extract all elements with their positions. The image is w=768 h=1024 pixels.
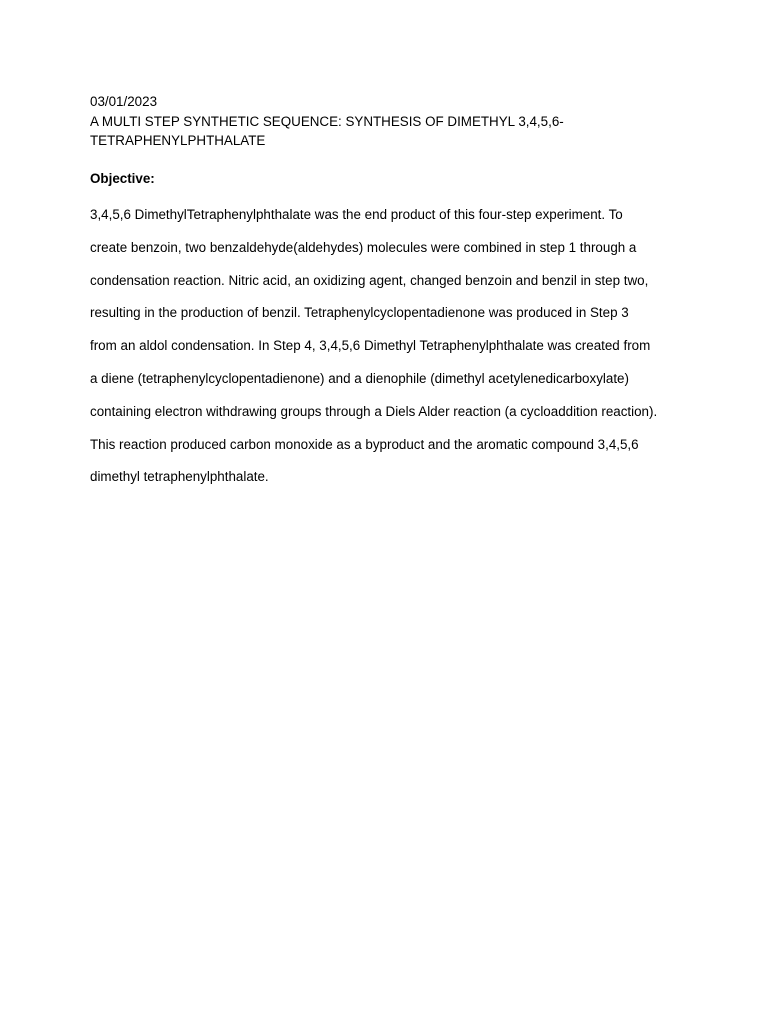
paragraph-line: containing electron withdrawing groups through a Diels Alder reaction (a cycloaddition reaction).	[90, 403, 658, 419]
paragraph-line: condensation reaction. Nitric acid, an oxidizing agent, changed benzoin and benzil in step two,	[90, 272, 649, 288]
paragraph-line: create benzoin, two benzaldehyde(aldehydes) molecules were combined in step 1 through a	[90, 239, 637, 255]
objective-paragraph	[90, 205, 690, 500]
paragraph-line: 3,4,5,6 DimethylTetraphenylphthalate was the end product of this four-step experiment. To	[90, 207, 623, 222]
paragraph-line: dimethyl tetraphenylphthalate.	[90, 469, 269, 485]
document-date: 03/01/2023	[90, 94, 158, 109]
document-title-line-1: A MULTI STEP SYNTHETIC SEQUENCE: SYNTHESIS OF DIMETHYL 3,4,5,6-	[90, 113, 564, 129]
document-title-line-2: TETRAPHENYLPHTHALATE	[90, 133, 266, 148]
section-heading-objective: Objective:	[90, 170, 155, 186]
paragraph-line: This reaction produced carbon monoxide as a byproduct and the aromatic compound 3,4,5,6	[90, 436, 639, 452]
paragraph-line: a diene (tetraphenylcyclopentadienone) and a dienophile (dimethyl acetylenedicarboxylate)	[90, 370, 629, 386]
paragraph-line: from an aldol condensation. In Step 4, 3,4,5,6 Dimethyl Tetraphenylphthalate was created from	[90, 338, 651, 354]
paragraph-line: resulting in the production of benzil. Tetraphenylcyclopentadienone was produced in Step 3	[90, 305, 629, 321]
document-page	[90, 92, 690, 500]
